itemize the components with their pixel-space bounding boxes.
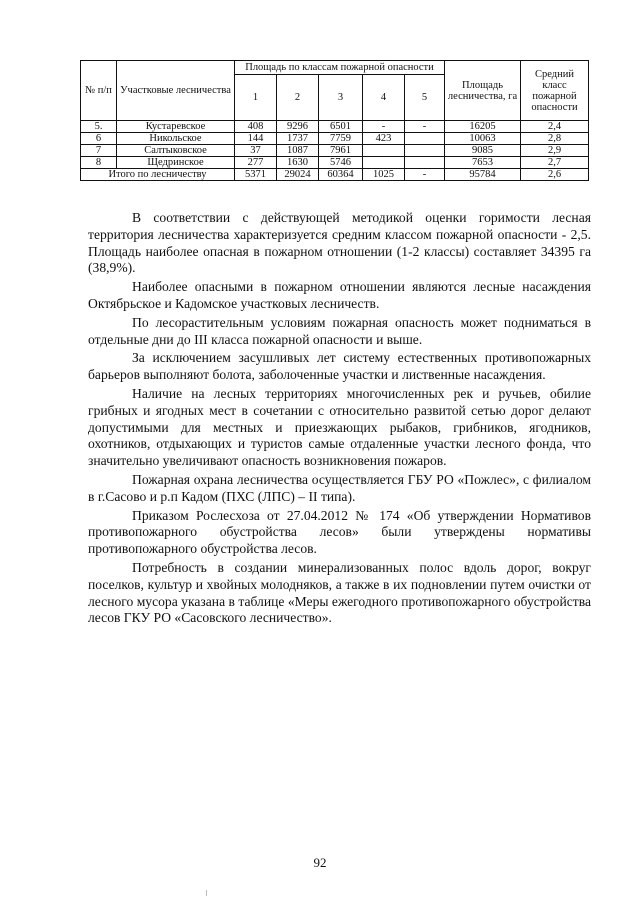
row-number: 5.	[81, 121, 117, 133]
row-number: 7	[81, 145, 117, 157]
column-header-total-area: Площадь лесничества, га	[445, 61, 521, 121]
total-area: 10063	[445, 133, 521, 145]
paragraph: Наличие на лесных территориях многочисленных рек и ручьев, обилие грибных и ягодных мест в сочетании с относительно развитой сетью дорог делают допустимыми для местных и приезжающих рыбаков, грибников, ягодников, охотников, отдыхающих и туристов самые отдаленные участки лесного фонда, что значительно увеличивают опасность возникновения пожаров.	[88, 385, 591, 469]
section-name: Никольское	[117, 133, 235, 145]
area-class-5: -	[405, 121, 445, 133]
area-class-3: 5746	[319, 157, 363, 169]
body-text	[88, 210, 591, 629]
area-class-4	[363, 157, 405, 169]
page-number: 92	[313, 855, 327, 870]
paragraph: Пожарная охрана лесничества осуществляется ГБУ РО «Пожлес», с филиалом в г.Сасово и р.п Кадом (ПХС (ЛПС) – II типа).	[88, 471, 591, 504]
column-header-class-5: 5	[405, 75, 445, 121]
scan-artifact	[206, 890, 207, 896]
average-class: 2,9	[521, 145, 589, 157]
area-class-5	[405, 133, 445, 145]
area-class-4: 423	[363, 133, 405, 145]
area-class-3: 7961	[319, 145, 363, 157]
paragraph: За исключением засушливых лет систему естественных противопожарных барьеров выполняют болота, заболоченные участки и лиственные насаждения.	[88, 350, 591, 383]
area-class-5	[405, 157, 445, 169]
total-area-sum: 95784	[445, 169, 521, 181]
area-class-1: 37	[235, 145, 277, 157]
average-class: 2,8	[521, 133, 589, 145]
total-area-class-4: 1025	[363, 169, 405, 181]
row-number: 8	[81, 157, 117, 169]
average-class: 2,7	[521, 157, 589, 169]
column-header-average-class: Средний класс пожарной опасности	[521, 61, 589, 121]
table-row	[81, 145, 589, 157]
total-area-class-3: 60364	[319, 169, 363, 181]
area-class-2: 1737	[277, 133, 319, 145]
section-name: Щедринское	[117, 157, 235, 169]
area-class-3: 7759	[319, 133, 363, 145]
column-header-number: № п/п	[81, 61, 117, 121]
column-header-area-by-class: Площадь по классам пожарной опасности	[235, 61, 445, 75]
area-class-4: -	[363, 121, 405, 133]
total-area: 9085	[445, 145, 521, 157]
column-header-class-1: 1	[235, 75, 277, 121]
area-class-2: 9296	[277, 121, 319, 133]
area-class-1: 277	[235, 157, 277, 169]
column-header-class-2: 2	[277, 75, 319, 121]
total-average-class: 2,6	[521, 169, 589, 181]
paragraph: Потребность в создании минерализованных полос вдоль дорог, вокруг поселков, культур и хвойных молодняков, а также в их подновлении путем очистки от лесного мусора указана в таблице «Меры ежегодного противопожарного обустройства лесов ГКУ РО «Сасовского лесничество».	[88, 559, 591, 626]
column-header-section: Участковые лесничества	[117, 61, 235, 121]
fire-danger-table	[80, 60, 589, 181]
area-class-2: 1630	[277, 157, 319, 169]
area-class-1: 408	[235, 121, 277, 133]
table-row	[81, 133, 589, 145]
area-class-2: 1087	[277, 145, 319, 157]
area-class-4	[363, 145, 405, 157]
total-area-class-1: 5371	[235, 169, 277, 181]
row-number: 6	[81, 133, 117, 145]
area-class-5	[405, 145, 445, 157]
paragraph: Приказом Рослесхоза от 27.04.2012 № 174 «Об утверждении Нормативов противопожарного обустройства лесов» были утверждены нормативы противопожарного обустройства лесов.	[88, 507, 591, 557]
total-area-class-2: 29024	[277, 169, 319, 181]
table-total-row	[81, 169, 589, 181]
total-area: 7653	[445, 157, 521, 169]
section-name: Кустаревское	[117, 121, 235, 133]
column-header-class-3: 3	[319, 75, 363, 121]
total-row-label: Итого по лесничеству	[81, 169, 235, 181]
area-class-1: 144	[235, 133, 277, 145]
total-area-class-5: -	[405, 169, 445, 181]
average-class: 2,4	[521, 121, 589, 133]
table-row	[81, 121, 589, 133]
paragraph: По лесорастительным условиям пожарная опасность может подниматься в отдельные дни до III класса пожарной опасности и выше.	[88, 314, 591, 347]
section-name: Салтыковское	[117, 145, 235, 157]
area-class-3: 6501	[319, 121, 363, 133]
paragraph: В соответствии с действующей методикой оценки горимости лесная территория лесничества характеризуется средним классом пожарной опасности - 2,5. Площадь наиболее опасная в пожарном отношении (1-2 классы) составляет 34395 га (38,9%).	[88, 210, 591, 276]
column-header-class-4: 4	[363, 75, 405, 121]
paragraph: Наиболее опасными в пожарном отношении являются лесные насаждения Октябрьское и Кадомское участковых лесничеств.	[88, 279, 591, 311]
table-row	[81, 157, 589, 169]
total-area: 16205	[445, 121, 521, 133]
